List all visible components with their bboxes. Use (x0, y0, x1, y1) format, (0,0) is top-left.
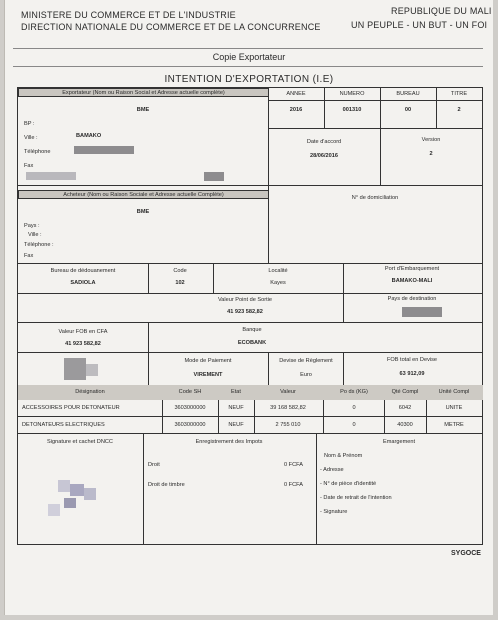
redacted-stamp (58, 480, 70, 492)
signature-label: Signature et cachet DNCC (47, 439, 113, 445)
fob-cfa-label: Valeur FOB en CFA (58, 329, 108, 335)
divider (13, 48, 483, 49)
redacted-field (86, 364, 98, 376)
goods-qte: 6042 (398, 405, 412, 411)
timbre-label: Droit de timbre (148, 482, 185, 488)
goods-valeur: 2 755 010 (275, 422, 301, 428)
buyer-telephone-label: Téléphone : (24, 242, 54, 248)
bp-label: BP : (24, 121, 35, 127)
domiciliation-label: N° de domiciliation (351, 195, 399, 201)
fax-label: Fax (24, 163, 34, 169)
document-title: INTENTION D'EXPORTATION (I.E) (164, 74, 334, 85)
goods-designation: ACCESSOIRES POUR DETONATEUR (22, 405, 120, 411)
goods-column-header: Code SH (178, 389, 202, 395)
version-label: Version (421, 137, 441, 143)
goods-poids: 0 (352, 405, 356, 411)
version-value: 2 (429, 151, 433, 157)
bureau-value: 00 (404, 107, 412, 113)
redacted-fax (26, 172, 76, 180)
port-label: Port d'Embarquement (384, 266, 440, 272)
droit-label: Droit (148, 462, 160, 468)
code-label: Code (173, 268, 187, 274)
fob-devise-label: FOB total en Devise (386, 357, 438, 363)
redacted-destination (402, 307, 442, 317)
redacted-stamp (64, 498, 76, 508)
document-page (4, 0, 493, 615)
devise-label: Devise de Règlement (279, 358, 333, 364)
titre-value: 2 (457, 107, 461, 113)
buyer-pays-label: Pays : (24, 223, 40, 229)
bureau-label: BUREAU (396, 91, 420, 97)
goods-etat: NEUF (228, 422, 244, 428)
banque-label: Banque (242, 327, 262, 333)
paiement-label: Mode de Paiement (184, 358, 232, 364)
exporter-name: BME (136, 107, 150, 113)
redacted-stamp (84, 488, 96, 500)
droit-value: 0 FCFA (284, 462, 303, 468)
redacted-stamp (70, 484, 84, 496)
form-grid (17, 87, 483, 545)
valeur-sortie-label: Valeur Point de Sortie (217, 297, 273, 303)
emargement-item: - Adresse (320, 467, 344, 473)
date-accord-value: 28/06/2016 (310, 153, 338, 159)
numero-label: NUMERO (339, 91, 365, 97)
pays-destination-label: Pays de destination (387, 296, 437, 302)
emargement-item: - Signature (320, 509, 348, 515)
telephone-label: Téléphone (24, 149, 51, 155)
brand-footer: SYGOCE (451, 550, 481, 557)
code-value: 102 (175, 280, 185, 286)
directorate-name: DIRECTION NATIONALE DU COMMERCE ET DE LA CONCURRENCE (21, 22, 321, 32)
emargement-item: - N° de pièce d'identité (320, 481, 377, 487)
goods-code-sh: 3603000000 (174, 422, 206, 428)
emargement-label: Emargement (382, 439, 416, 445)
goods-column-header: Désignation (75, 389, 105, 395)
localite-value: Kayes (270, 280, 286, 286)
divider (13, 66, 483, 67)
bureau-dedouanement-value: SADIOLA (70, 280, 96, 286)
redacted-field (64, 358, 86, 380)
enregistrement-label: Enregistrement des Impots (195, 439, 263, 445)
fob-cfa-value: 41 923 582,82 (65, 341, 101, 347)
goods-qte: 40300 (397, 422, 413, 428)
redacted-fax (204, 172, 224, 181)
emargement-item: Nom & Prénom (324, 453, 363, 459)
redacted-phone (74, 146, 134, 154)
date-accord-label: Date d'accord (306, 139, 342, 145)
goods-poids: 0 (352, 422, 356, 428)
paiement-value: VIREMENT (193, 372, 223, 378)
localite-label: Localité (268, 268, 288, 274)
ville-label: Ville : (24, 135, 38, 141)
exporter-section-header: Exportateur (Nom ou Raison Social et Adresse actuelle complète) (18, 88, 269, 97)
exporter-city: BAMAKO (76, 133, 102, 139)
emargement-item: - Date de retrait de l'intention (320, 495, 392, 501)
goods-designation: DETONATEURS ELECTRIQUES (22, 422, 105, 428)
goods-unite: METRE (444, 422, 464, 428)
goods-column-header: Valeur (280, 389, 296, 395)
timbre-value: 0 FCFA (284, 482, 303, 488)
buyer-section-header: Acheteur (Nom ou Raison Sociale et Adresse actuelle Complète) (18, 190, 269, 199)
ministry-name: MINISTERE DU COMMERCE ET DE L'INDUSTRIE (21, 10, 236, 20)
copy-label: Copie Exportateur (212, 52, 286, 62)
port-value: BAMAKO-MALI (391, 278, 433, 284)
goods-code-sh: 3603000000 (174, 405, 206, 411)
titre-label: TITRE (450, 91, 468, 97)
redacted-stamp (48, 504, 60, 516)
annee-label: ANNEE (286, 91, 306, 97)
goods-valeur: 39 168 582,82 (270, 405, 306, 411)
republic-name: REPUBLIQUE DU MALI (391, 6, 492, 16)
buyer-fax-label: Fax (24, 253, 34, 259)
goods-column-header: Etat (231, 389, 241, 395)
banque-value: ECOBANK (237, 340, 267, 346)
goods-column-header: Unité Compl (438, 389, 470, 395)
buyer-ville-label: Ville : (28, 232, 42, 238)
annee-value: 2016 (289, 107, 303, 113)
bureau-dedouanement-label: Bureau de dédouanement (50, 268, 116, 274)
buyer-name: BME (136, 209, 150, 215)
goods-column-header: Po ds (KG) (340, 389, 368, 395)
valeur-sortie-value: 41 923 582,82 (227, 309, 263, 315)
goods-unite: UNITE (445, 405, 463, 411)
fob-devise-value: 63 912,09 (399, 371, 425, 377)
goods-etat: NEUF (228, 405, 244, 411)
republic-motto: UN PEUPLE - UN BUT - UN FOI (351, 20, 488, 30)
numero-value: 001310 (342, 107, 362, 113)
devise-value: Euro (300, 372, 312, 378)
goods-column-header: Qté Compl (391, 389, 419, 395)
